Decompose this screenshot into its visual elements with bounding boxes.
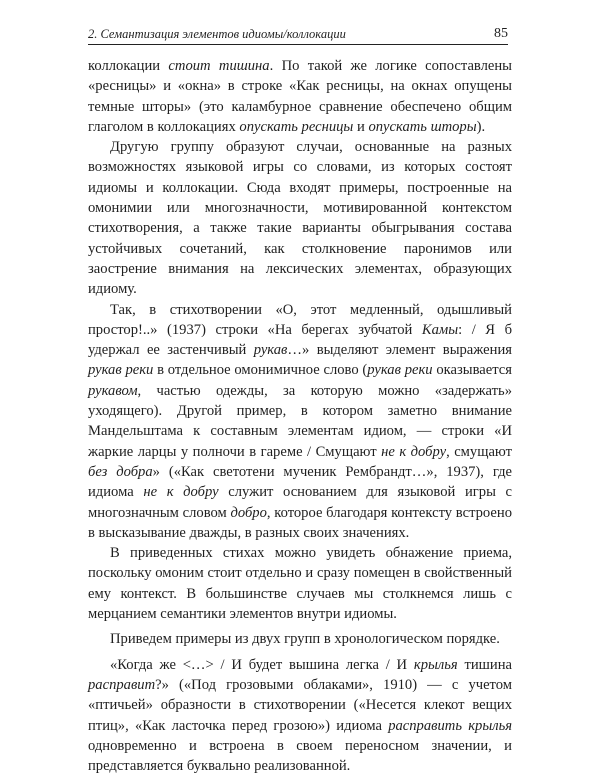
paragraph (88, 56, 512, 137)
text-run: оказывается (432, 362, 512, 379)
italic-phrase: Камы (421, 321, 459, 338)
italic-phrase: не к добру (143, 484, 219, 501)
text-run: . По такой же логике сопоставлены «ресницы» и «окна» в строке «Как ресницы, на окнах опущены темные шторы» (это каламбурное сравнение обеспечено общим глаголом в коллокациях (88, 58, 512, 135)
running-title: 2. Семантизация элементов идиомы/коллокации (88, 27, 346, 41)
paragraph (88, 543, 512, 624)
paragraph (88, 655, 512, 776)
italic-phrase: расправит (88, 676, 156, 693)
text-run: , которое благодаря контексту встроено в высказывание дважды, в разных своих значениях. (88, 504, 512, 541)
text-run: в отдельное омонимичное слово ( (153, 362, 368, 379)
paragraph (88, 300, 512, 544)
text-run: и (353, 118, 369, 135)
text-run: » («Как светотени мученик Рембрандт…», 1937), где идиома (88, 463, 512, 501)
text-run: В приведенных стихах можно увидеть обнажение приема, поскольку омоним стоит отдельно и сразу помещен в свойственный ему контекст. В большинстве случаев мы столкнемся лишь с мерцанием семантики элементов внутри идиомы. (88, 545, 512, 623)
italic-phrase: опускать ресницы (239, 118, 354, 135)
text-run: коллокации (88, 58, 169, 74)
text-run: Другую группу образуют случаи, основанные на разных возможностях языковой игры со словами, из которых состоят идиомы и коллокации. Сюда входят примеры, построенные на омонимии или многозначности, мотивированной контекстом стихотворения, а также такие варианты обыгрывания состава устойчивых сочетаний, как столкновение паронимов или заострение внимания на лексических элементах, образующих идиому. (88, 139, 512, 298)
italic-phrase: рукав (253, 342, 288, 359)
italic-phrase: рукав реки (367, 362, 433, 379)
page-number: 85 (494, 26, 508, 41)
italic-phrase: расправить крылья (388, 717, 512, 734)
text-run: служит основанием для языковой игры с многозначным словом (88, 484, 513, 521)
paragraph (88, 137, 512, 299)
italic-phrase: стоит тишина (168, 58, 270, 74)
text-run: Приведем примеры из двух групп в хронологическом порядке. (110, 631, 500, 648)
italic-phrase: без добра (88, 463, 153, 480)
text-run: одновременно и встроена в своем переносном значении, и представляется буквально реализованной. (88, 737, 512, 775)
italic-phrase: добро (230, 504, 267, 521)
text-run: , частью одежды, за которую можно «задержать» уходящего). Другой пример, в котором заметно внимание Мандельштама к составным элементам идиом, — строки «И жаркие ларцы у полночи в гареме / Смущают (88, 382, 512, 460)
text-run: ). (476, 118, 486, 135)
italic-phrase: крылья (413, 656, 458, 673)
italic-phrase: опускать шторы (368, 118, 477, 135)
text-run: : / Я б удержал ее застенчивый (88, 321, 512, 359)
italic-phrase: рукав реки (88, 362, 154, 379)
italic-phrase: не к добру (381, 443, 447, 460)
text-run: Так, в стихотворении «О, этот медленный, одышливый простор!..» (1937) строки «На берегах зубчатой (88, 301, 512, 338)
text-run: «Когда же <…> / И будет вышина легка / И (110, 656, 414, 673)
text-run: ?» («Под грозовыми облаками», 1910) — с учетом «птичьей» образности в стихотворении («Несется клекот вещих птиц», «Как ласточка перед грозою») идиома (88, 676, 512, 734)
italic-phrase: рукавом (88, 382, 138, 399)
running-header (88, 20, 508, 45)
text-run: , смущают (446, 443, 513, 460)
text-run: …» выделяют элемент выражения (287, 342, 512, 359)
text-run: тишина (457, 656, 512, 673)
paragraph (88, 629, 512, 649)
body-text (88, 56, 512, 776)
